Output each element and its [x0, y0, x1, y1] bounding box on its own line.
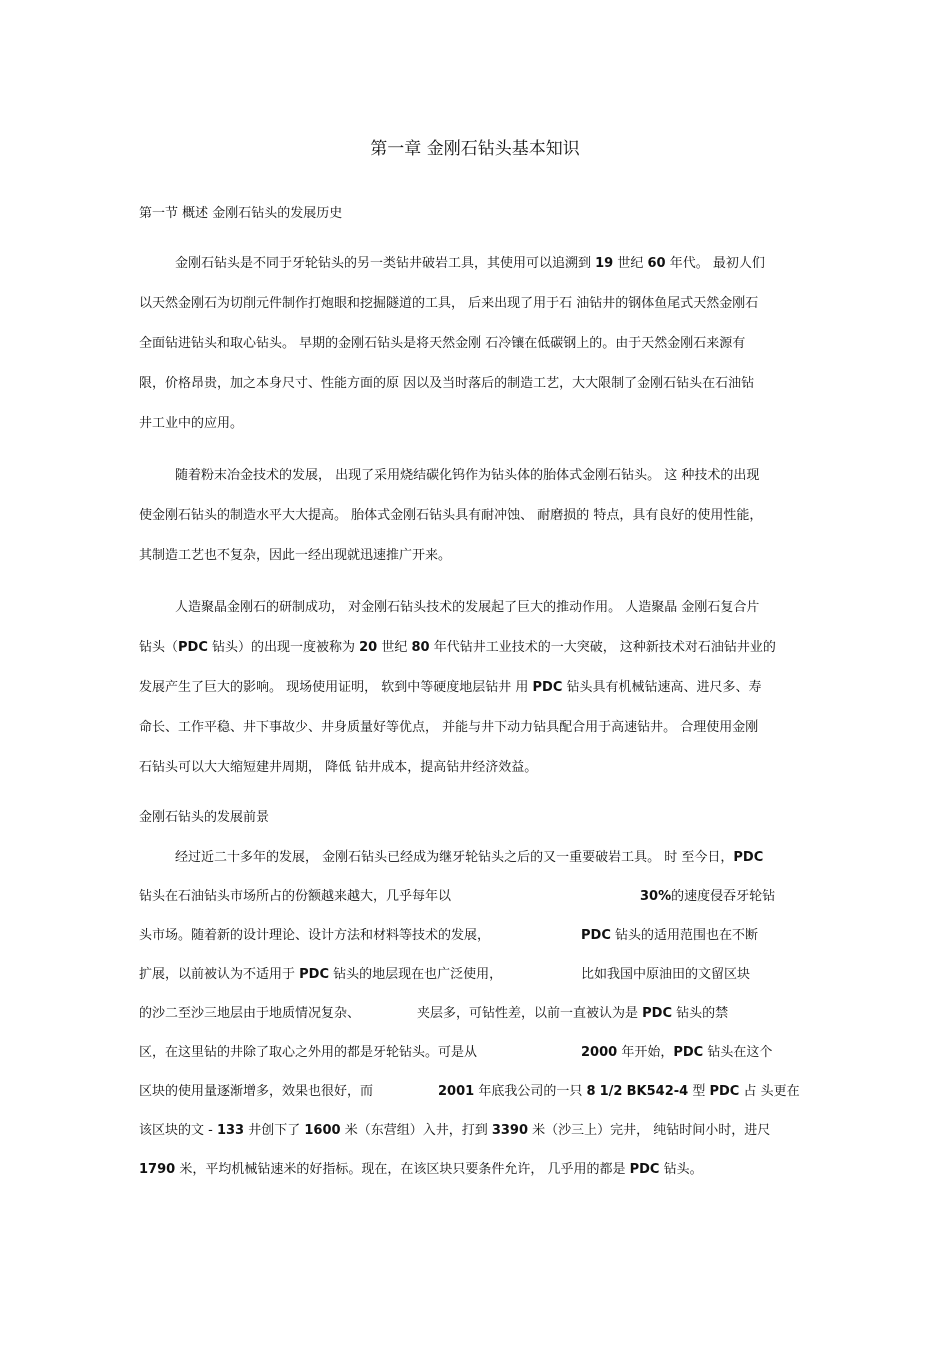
paragraph-line-right: 2001 年底我公司的一只 8 1/2 BK542-4 型 PDC 占 头更在: [438, 1084, 800, 1099]
paragraph-line-right: 比如我国中原油田的文留区块: [581, 967, 751, 982]
paragraph-line: 金刚石钻头是不同于牙轮钻头的另一类钻井破岩工具，其使用可以追溯到 19 世纪 60 年代。 最初人们: [175, 256, 765, 271]
paragraph-line: 以天然金刚石为切削元件制作打炮眼和挖掘隧道的工具， 后来出现了用于石 油钻井的钢体鱼尾式天然金刚石: [139, 296, 759, 311]
paragraph-line: 区，在这里钻的井除了取心之外用的都是牙轮钻头。可是从: [139, 1045, 478, 1060]
chapter-title: 第一章 金刚石钻头基本知识: [370, 139, 580, 159]
paragraph-line: 头市场。随着新的设计理论、设计方法和材料等技术的发展，: [139, 928, 491, 943]
paragraph-line: 该区块的文 - 133 井创下了 1600 米（东营组）入井，打到 3390 米（沙三上）完井， 纯钻时间小时，进尺: [139, 1123, 771, 1138]
paragraph-line: 钻头在石油钻头市场所占的份额越来越大，几乎每年以: [139, 889, 452, 904]
paragraph-line: 发展产生了巨大的影响。 现场使用证明， 软到中等硬度地层钻井 用 PDC 钻头具有机械钻速高、进尺多、寿: [139, 680, 762, 695]
paragraph-line: 井工业中的应用。: [139, 416, 244, 431]
paragraph-line: 限，价格昂贵，加之本身尺寸、性能方面的原 因以及当时落后的制造工艺，大大限制了金刚石钻头在石油钻: [139, 376, 755, 391]
paragraph-line-right: PDC 钻头的适用范围也在不断: [581, 928, 758, 943]
paragraph-line: 全面钻进钻头和取心钻头。 早期的金刚石钻头是将天然金刚 石冷镶在低碳钢上的。由于天然金刚石来源有: [139, 336, 746, 351]
paragraph-line-right: 夹层多，可钻性差，以前一直被认为是 PDC 钻头的禁: [417, 1006, 729, 1021]
paragraph-line: 经过近二十多年的发展， 金刚石钻头已经成为继牙轮钻头之后的又一重要破岩工具。 时 至今日，PDC: [175, 850, 764, 865]
paragraph-line: 其制造工艺也不复杂，因此一经出现就迅速推广开来。: [139, 548, 452, 563]
paragraph-line: 使金刚石钻头的制造水平大大提高。 胎体式金刚石钻头具有耐冲蚀、 耐磨损的 特点，具有良好的使用性能，: [139, 508, 763, 523]
paragraph-line-right: 30%的速度侵吞牙轮钻: [640, 889, 776, 904]
paragraph-line: 人造聚晶金刚石的研制成功， 对金刚石钻头技术的发展起了巨大的推动作用。 人造聚晶 金刚石复合片: [175, 600, 760, 615]
paragraph-line: 命长、工作平稳、井下事故少、井身质量好等优点， 并能与井下动力钻具配合用于高速钻井。 合理使用金刚: [139, 720, 759, 735]
paragraph-line: 的沙二至沙三地层由于地质情况复杂、: [139, 1006, 361, 1021]
paragraph-line: 随着粉末冶金技术的发展， 出现了采用烧结碳化钨作为钻头体的胎体式金刚石钻头。 这 种技术的出现: [175, 468, 760, 483]
paragraph-line-right: 2000 年开始，PDC 钻头在这个: [581, 1045, 773, 1060]
paragraph-line: 1790 米，平均机械钻速米的好指标。现在，在该区块只要条件允许， 几乎用的都是 PDC 钻头。: [139, 1162, 703, 1177]
paragraph-line: 钻头（PDC 钻头）的出现一度被称为 20 世纪 80 年代钻井工业技术的一大突破， 这种新技术对石油钻井业的: [139, 640, 776, 655]
paragraph-line: 扩展，以前被认为不适用于 PDC 钻头的地层现在也广泛使用，: [139, 967, 503, 982]
paragraph-line: 石钻头可以大大缩短建井周期， 降低 钻井成本，提高钻井经济效益。: [139, 760, 538, 775]
paragraph-line: 区块的使用量逐渐增多，效果也很好，而: [139, 1084, 374, 1099]
section-heading-history: 第一节 概述 金刚石钻头的发展历史: [139, 206, 343, 221]
section-heading-prospects: 金刚石钻头的发展前景: [139, 810, 270, 825]
